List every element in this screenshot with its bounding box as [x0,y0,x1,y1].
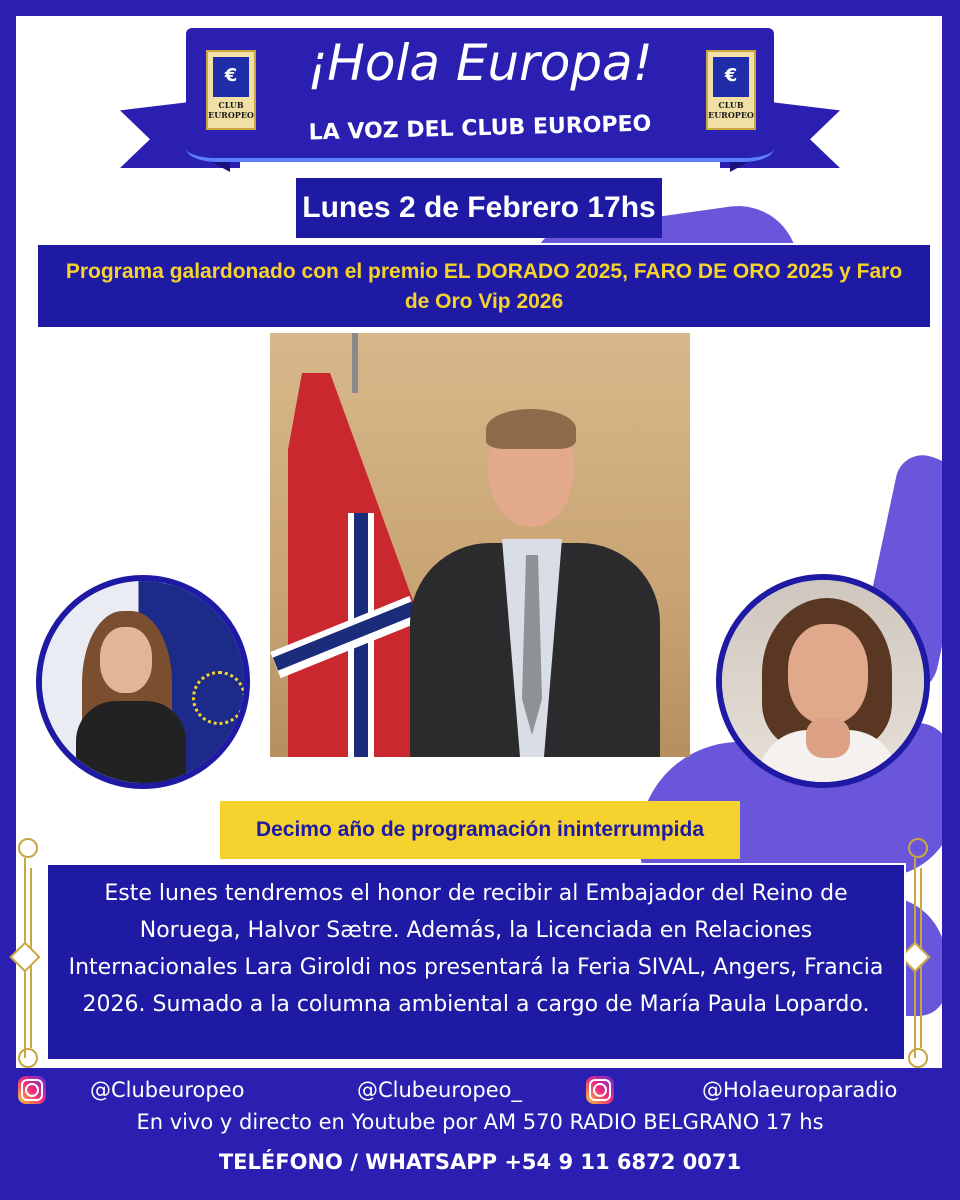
banner-subtitle: LA VOZ DEL CLUB EUROPEO [308,111,652,146]
body [76,701,186,789]
ornament-swirl [18,838,38,858]
club-europeo-logo [706,50,756,130]
ornament-diamond [9,941,40,972]
social-bar [0,1072,960,1110]
tagline: Decimo año de programación ininterrumpida [220,801,740,859]
instagram-icon [18,1076,46,1104]
ornament-swirl [908,838,928,858]
date-label: Lunes 2 de Febrero 17hs [296,178,662,238]
ornament-swirl [908,1048,928,1068]
guest-photo-left [36,575,250,789]
euro-flag-icon [713,57,749,97]
award-text: Programa galardonado con el premio EL DORADO 2025, FARO DE ORO 2025 y Faro de Oro Vip 2026 [36,243,932,329]
eu-stars-icon [192,671,246,725]
title-banner [186,28,774,162]
social-handle-3[interactable]: @Holaeuroparadio [702,1078,898,1102]
face [788,624,868,724]
hair [486,409,576,449]
instagram-icon [586,1076,614,1104]
phone-text: TELÉFONO / WHATSAPP +54 9 11 6872 0071 [218,1150,742,1174]
hands [806,718,850,758]
description-text: Este lunes tendremos el honor de recibir al Embajador del Reino de Noruega, Halvor Sætre. Además, la Licenciada en Relaciones Internacionales Lara Giroldi nos presentará la Feria SIVAL, Angers, Francia 2026. Sumado a la columna ambiental a cargo de María Paula Lopardo. [46,863,906,1061]
logo-text: CLUB EUROPEO [208,100,254,120]
banner-title: ¡Hola Europa! [307,34,653,92]
guest-photo-right [716,574,930,788]
logo-text: CLUB EUROPEO [708,100,754,120]
social-handle-1[interactable]: @Clubeuropeo [90,1078,245,1102]
face [100,627,152,693]
gold-ornament-right [904,838,928,1068]
social-handle-2[interactable]: @Clubeuropeo_ [357,1078,522,1102]
live-broadcast-text: En vivo y directo en Youtube por AM 570 RADIO BELGRANO 17 hs [136,1110,824,1134]
flag-pole [352,333,358,393]
ambassador-photo [270,333,690,757]
gold-ornament-left [14,838,38,1068]
ornament-swirl [18,1048,38,1068]
